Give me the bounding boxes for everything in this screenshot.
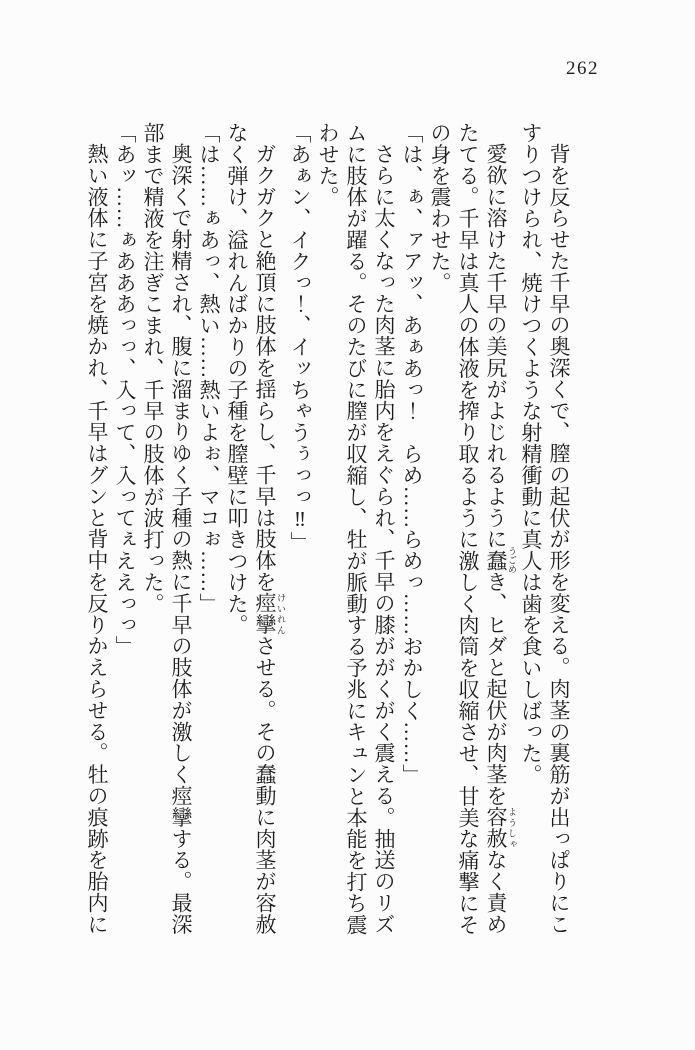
ruby-annotated-word: 容赦 ようしゃ [484,806,517,850]
ruby-annotated-word: 蠢 うごめ [484,546,517,574]
text-column: さらに太くなった肉茎に胎内をえぐられ、千早の膝ががくがく震える。抽送のリズ [372,143,396,935]
text-column: 愛欲に溶けた千早の美尻がよじれるように蠢 うごめき、ヒダと起伏が肉茎を容赦 ようしゃなく責め [484,143,517,935]
text-column: 「あぁン、イクっ！、イッちゃうぅっっ‼」 [288,122,312,553]
text-column: 「は……ぁあっ、熱い……熱いよぉ、マコぉ……」 [197,122,221,615]
text-column: 熱い液体に子宮を焼かれ、千早はグンと背中を反りかえらせる。牡の痕跡を胎内に [85,143,109,935]
text-column: ガクガクと絶頂に肢体を揺らし、千早は肢体を痙攣 けいれんさせる。その蠢動に肉茎が容赦 [253,143,286,935]
text-column: 部まで精液を注ぎこまれ、千早の肢体が波打った。 [141,122,165,615]
text-column: ムに肢体が躍る。そのたびに膣が収縮し、牡が脈動する予兆にキュンと本能を打ち震 [344,122,368,936]
text-column: 「は、ぁ、ァアッ、あぁあっ！ らめ……らめっ……おかしく……」 [400,122,424,786]
text-column: すりつけられ、焼けつくような射精衝動に真人は歯を食いしばった。 [519,122,543,786]
text-column: わせた。 [316,122,340,208]
text-column: 「あッ……ぁあああっっ、入って、入ってぇええっっ」 [113,122,137,657]
page-number: 262 [566,58,599,79]
text-column: 背を反らせた千早の奥深くで、膣の起伏が形を変える。肉茎の裏筋が出っぱりにこ [547,143,571,935]
text-column: なく弾け、溢れんばかりの子種を膣壁に叩きつけた。 [225,122,249,636]
text-column: 奥深くで射精され、腹に溜まりゆく子種の熱に千早の肢体が激しく痙攣する。最深 [169,143,193,935]
ruby-annotated-word: 痙攣 けいれん [253,592,286,636]
text-column: の身を震わせた。 [428,122,452,294]
text-column: たてる。千早は真人の体液を搾り取るように激しく肉筒を収縮させ、甘美な痛撃にそ [456,122,480,936]
text-block [83,122,573,940]
